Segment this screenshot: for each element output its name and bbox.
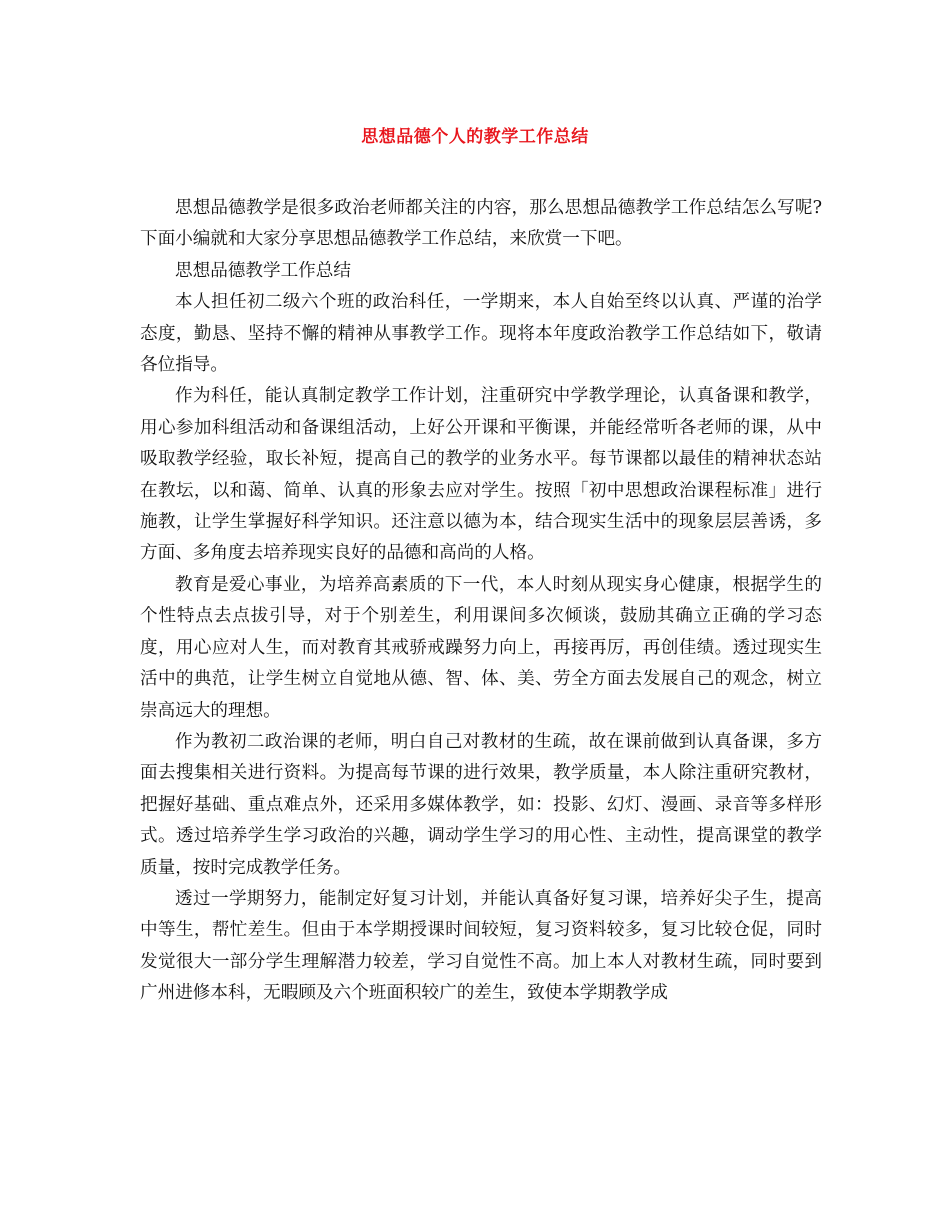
paragraph-subheading: 思想品德教学工作总结 (175, 260, 351, 281)
paragraph-1: 本人担任初二级六个班的政治科任，一学期来，本人自始至终以认真、严谨的治学态度，勤恳、坚持不懈的精神从事教学工作。现将本年度政治教学工作总结如下，敬请各位指导。 (140, 292, 822, 376)
paragraph-intro: 思想品德教学是很多政治老师都关注的内容，那么思想品德教学工作总结怎么写呢?下面小编就和大家分享思想品德教学工作总结，来欣赏一下吧。 (140, 198, 822, 250)
paragraph-5: 透过一学期努力，能制定好复习计划，并能认真备好复习课，培养好尖子生，提高中等生，帮忙差生。但由于本学期授课时间较短，复习资料较多，复习比较仓促，同时发觉很大一部分学生理解潜力较差，学习自觉性不高。加上本人对教材生疏，同时要到广州进修本科，无暇顾及六个班面积较广的差生，致使本学期教学成 (140, 888, 822, 1004)
document-title: 思想品德个人的教学工作总结 (361, 127, 589, 147)
paragraph-2: 作为科任，能认真制定教学工作计划，注重研究中学教学理论，认真备课和教学，用心参加科组活动和备课组活动，上好公开课和平衡课，并能经常听各老师的课，从中吸取教学经验，取长补短，提高自己的教学的业务水平。每节课都以最佳的精神状态站在教坛，以和蔼、简单、认真的形象去应对学生。按照「初中思想政治课程标准」进行施教，让学生掌握好科学知识。还注意以德为本，结合现实生活中的现象层层善诱，多方面、多角度去培养现实良好的品德和高尚的人格。 (140, 386, 822, 564)
paragraph-4: 作为教初二政治课的老师，明白自己对教材的生疏，故在课前做到认真备课，多方面去搜集相关进行资料。为提高每节课的进行效果，教学质量，本人除注重研究教材，把握好基础、重点难点外，还采用多媒体教学，如：投影、幻灯、漫画、录音等多样形式。透过培养学生学习政治的兴趣，调动学生学习的用心性、主动性，提高课堂的教学质量，按时完成教学任务。 (140, 731, 822, 878)
document-body (140, 193, 822, 1010)
paragraph-3: 教育是爱心事业，为培养高素质的下一代，本人时刻从现实身心健康，根据学生的个性特点去点拔引导，对于个别差生，利用课间多次倾谈，鼓励其确立正确的学习态度，用心应对人生，而对教育其戒骄戒躁努力向上，再接再厉，再创佳绩。透过现实生活中的典范，让学生树立自觉地从德、智、体、美、劳全方面去发展自己的观念，树立崇高远大的理想。 (140, 574, 822, 721)
